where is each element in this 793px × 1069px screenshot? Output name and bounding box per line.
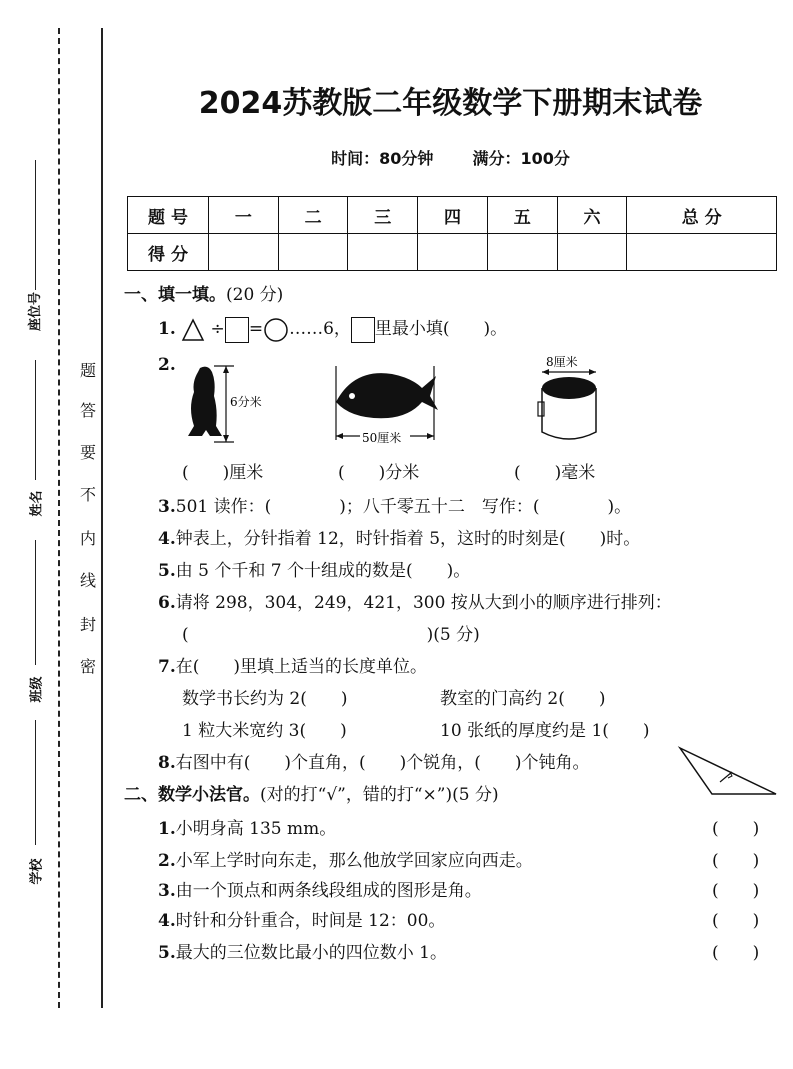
table-cell: 三 (348, 197, 418, 234)
school-label: 学校 (29, 858, 45, 885)
full-score-info: 满分：100分 (472, 149, 570, 168)
score-cell[interactable] (557, 234, 627, 271)
question-text: 时针和分针重合，时间是 12：00。 (175, 911, 446, 931)
seal-char: 要 (80, 443, 97, 462)
q7-item-d[interactable]: 10 张纸的厚度约是 1( ) (440, 721, 650, 741)
table-cell: 四 (418, 197, 488, 234)
table-cell: 六 (557, 197, 627, 234)
page-title: 2024苏教版二年级数学下册期末试卷 (198, 86, 703, 121)
seal-char: 不 (80, 485, 97, 504)
q7-item-c[interactable]: 1 粒大米宽约 3( ) (182, 721, 347, 741)
triangle-icon (181, 318, 205, 342)
q7-item-b[interactable]: 教室的门高约 2( ) (440, 689, 606, 709)
judge-answer-paren[interactable]: ( ) (712, 819, 760, 839)
score-cell[interactable] (209, 234, 279, 271)
judge-answer-paren[interactable]: ( ) (712, 881, 760, 901)
question-text: 里最小填( )。 (374, 319, 508, 339)
judge-answer-paren[interactable]: ( ) (712, 911, 760, 931)
question-6 (158, 588, 672, 613)
q2-answer-1[interactable]: ( )厘米 (182, 463, 264, 483)
q7-item-a[interactable]: 数学书长约为 2( ) (182, 689, 348, 709)
section1-title: 一、填一填。 (124, 285, 226, 305)
fish-length-label: 50厘米 (362, 431, 402, 445)
judge-item (158, 906, 445, 931)
question-text: 小明身高 135 mm。 (175, 819, 337, 839)
seat-label: 座位号 (28, 291, 44, 332)
question-text: 右图中有( )个直角，( )个锐角，( )个钝角。 (175, 753, 590, 773)
section2-heading (124, 780, 499, 805)
circle-icon (263, 317, 289, 343)
score-cell[interactable] (487, 234, 557, 271)
q2-answer-3[interactable]: ( )毫米 (514, 463, 596, 483)
question-number: 5. (158, 561, 176, 581)
question-2-number (158, 355, 176, 375)
question-number: 4. (158, 529, 176, 549)
penguin-figure (178, 362, 268, 446)
judge-item (158, 876, 482, 901)
table-cell: 总 分 (627, 197, 777, 234)
exam-info (108, 146, 793, 169)
school-blank (35, 720, 37, 845)
question-5 (158, 556, 470, 581)
question-text: 小军上学时向东走，那么他放学回家应向西走。 (175, 851, 533, 871)
section2-title: 二、数学小法官。 (124, 785, 260, 805)
judge-item (158, 814, 336, 839)
table-cell: 得 分 (128, 234, 209, 271)
class-blank (35, 540, 37, 665)
binding-solid-line (101, 28, 103, 1008)
question-number: 3. (158, 881, 176, 901)
seal-char: 密 (80, 657, 97, 676)
seal-char: 题 (80, 361, 97, 380)
square-icon (225, 317, 249, 343)
fish-figure (330, 362, 440, 452)
penguin-height-label: 6分米 (230, 395, 262, 409)
question-text: 请将 298，304，249，421，300 按从大到小的顺序进行排列： (175, 593, 672, 613)
judge-answer-paren[interactable]: ( ) (712, 943, 760, 963)
question-text: 钟表上，分针指着 12，时针指着 5，这时的时刻是( )时。 (175, 529, 641, 549)
question-number: 4. (158, 911, 176, 931)
seal-char: 内 (80, 529, 97, 548)
time-info: 时间：80分钟 (331, 149, 434, 168)
question-text: 最大的三位数比最小的四位数小 1。 (175, 943, 447, 963)
table-cell: 一 (209, 197, 279, 234)
question-1: 1. ÷ = ……6， 里最小填( )。 (158, 314, 507, 343)
table-cell: 二 (278, 197, 348, 234)
seal-char: 答 (80, 401, 97, 420)
cup-figure (536, 352, 606, 452)
square-icon (351, 317, 375, 343)
judge-item (158, 938, 447, 963)
question-7 (158, 652, 427, 677)
name-label: 姓名 (29, 490, 45, 517)
question-8 (158, 748, 590, 773)
section2-note: (对的打“√”，错的打“×”)(5 分) (260, 785, 499, 805)
question-number: 1. (158, 319, 176, 339)
judge-item (158, 846, 533, 871)
name-blank (35, 360, 37, 480)
question-text: 在( )里填上适当的长度单位。 (175, 657, 428, 677)
question-number: 2. (158, 851, 176, 871)
score-cell[interactable] (418, 234, 488, 271)
table-cell: 五 (487, 197, 557, 234)
section1-heading (124, 280, 283, 305)
question-number: 3. (158, 497, 176, 517)
score-cell[interactable] (348, 234, 418, 271)
question-number: 8. (158, 753, 176, 773)
cup-diameter-label: 8厘米 (546, 355, 578, 369)
table-cell: 题 号 (128, 197, 209, 234)
score-cell[interactable] (627, 234, 777, 271)
question-number: 2. (158, 355, 176, 375)
question-number: 1. (158, 819, 176, 839)
score-cell[interactable] (278, 234, 348, 271)
question-6-answer[interactable]: ( )(5 分) (182, 625, 480, 645)
question-3 (158, 492, 631, 517)
triangle-figure (676, 744, 782, 800)
question-text: 由 5 个千和 7 个十组成的数是( )。 (175, 561, 471, 581)
section1-points: (20 分) (226, 285, 284, 305)
question-text: ……6， (289, 319, 351, 339)
score-table-score-row (128, 234, 777, 271)
seat-blank (35, 160, 37, 290)
question-number: 5. (158, 943, 176, 963)
question-text: 501 读作：( )；八千零五十二 写作：( )。 (175, 497, 632, 517)
class-label: 班级 (29, 676, 45, 703)
seal-char: 线 (80, 571, 97, 590)
score-table-header-row (128, 197, 777, 234)
binding-dashed-line (58, 28, 60, 1008)
question-text: 由一个顶点和两条线段组成的图形是角。 (175, 881, 482, 901)
judge-answer-paren[interactable]: ( ) (712, 851, 760, 871)
q2-answer-2[interactable]: ( )分米 (338, 463, 420, 483)
score-table (127, 196, 777, 271)
seal-char: 封 (80, 615, 97, 634)
question-number: 7. (158, 657, 176, 677)
question-number: 6. (158, 593, 176, 613)
question-4 (158, 524, 640, 549)
